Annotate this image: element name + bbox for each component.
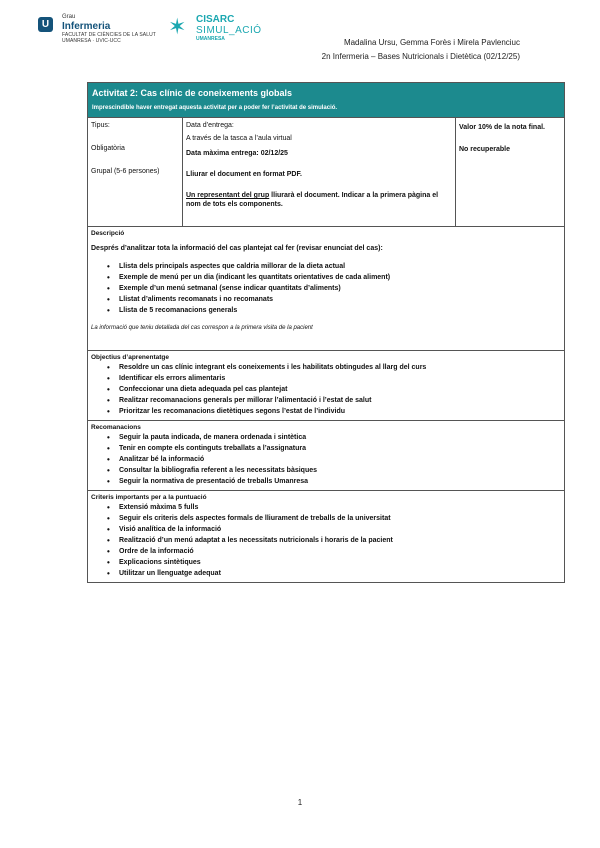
descripcio-note: La informació que teniu detallada del cas correspon a la primera visita de la pacient bbox=[91, 325, 313, 331]
tipus-cell bbox=[88, 118, 183, 226]
list-item: • Exemple de menú per un dia (indicant les quantitats orientatives de cada aliment) bbox=[91, 272, 561, 283]
list-item: • Consultar la bibliografia referent a les necessitats bàsiques bbox=[91, 465, 561, 476]
asterisk-icon: ✶ bbox=[168, 14, 187, 39]
page-number: 1 bbox=[297, 798, 303, 807]
course-info: 2n Infermeria – Bases Nutricionals i Dietètica (02/12/25) bbox=[321, 52, 520, 61]
page-header bbox=[0, 0, 600, 75]
recomanacions-list bbox=[91, 432, 561, 487]
data-tasca: A través de la tasca a l’aula virtual bbox=[186, 135, 292, 142]
authors: Madalina Ursu, Gemma Forès i Mirela Pavlenciuc bbox=[343, 38, 520, 47]
objectius-title: Objectius d’aprenentatge bbox=[91, 354, 170, 361]
details-row bbox=[88, 117, 564, 226]
list-item: • Utilitzar un llenguatge adequat bbox=[91, 568, 561, 579]
representant-underlined: Un representant del grup bbox=[186, 192, 270, 199]
descripcio-title: Descripció bbox=[91, 230, 125, 237]
logo-infermeria: Infermeria bbox=[62, 21, 111, 32]
data-format: Lliurar el document en format PDF. bbox=[186, 171, 302, 178]
descripcio-section bbox=[88, 226, 564, 350]
umanresa-u-icon: U bbox=[38, 17, 53, 32]
list-item: • Extensió màxima 5 fulls bbox=[91, 502, 561, 513]
data-entrega-cell bbox=[183, 118, 456, 226]
list-item: • Llista dels principals aspectes que caldria millorar de la dieta actual bbox=[91, 261, 561, 272]
valor-recuperable: No recuperable bbox=[459, 146, 510, 153]
logo-grau: Grau bbox=[62, 14, 76, 20]
logo-simulacio: SIMUL_ACIÓ bbox=[196, 25, 262, 36]
list-item: • Seguir la normativa de presentació de treballs Umanresa bbox=[91, 476, 561, 487]
list-item: • Seguir els criteris dels aspectes formals de lliurament de treballs de la universitat bbox=[91, 513, 561, 524]
list-item: • Confeccionar una dieta adequada pel cas plantejat bbox=[91, 384, 561, 395]
recomanacions-title: Recomanacions bbox=[91, 424, 141, 431]
activity-title-bar bbox=[88, 83, 564, 117]
list-item: • Llista de 5 recomanacions generals bbox=[91, 305, 561, 316]
list-item: • Identificar els errors alimentaris bbox=[91, 373, 561, 384]
list-item: • Realització d’un menú adaptat a les necessitats nutricionals i horaris de la pacient bbox=[91, 535, 561, 546]
list-item: • Tenir en compte els continguts treballats a l’assignatura bbox=[91, 443, 561, 454]
tipus-label: Tipus: bbox=[91, 122, 110, 129]
list-item: • Explicacions sintètiques bbox=[91, 557, 561, 568]
criteris-list bbox=[91, 502, 561, 579]
activity-title: Activitat 2: Cas clínic de coneixements globals bbox=[92, 88, 293, 98]
logo-cisarc-sub: UMANRESA bbox=[196, 36, 225, 42]
activity-table bbox=[87, 82, 565, 583]
list-item: • Ordre de la informació bbox=[91, 546, 561, 557]
list-item: • Llistat d’aliments recomanats i no recomanats bbox=[91, 294, 561, 305]
objectius-section bbox=[88, 350, 564, 420]
activity-subtitle: Imprescindible haver entregat aquesta activitat per a poder fer l’activitat de simulació. bbox=[92, 105, 338, 111]
logo-umanresa: UMANRESA · UVIC-UCC bbox=[62, 38, 121, 44]
logo-facultat: FACULTAT DE CIÈNCIES DE LA SALUT bbox=[62, 32, 156, 38]
list-item: • Realitzar recomanacions generals per millorar l’alimentació i l’estat de salut bbox=[91, 395, 561, 406]
list-item: • Visió analítica de la informació bbox=[91, 524, 561, 535]
list-item: • Seguir la pauta indicada, de manera ordenada i sintètica bbox=[91, 432, 561, 443]
tipus-obligatoria: Obligatòria bbox=[91, 145, 125, 152]
objectius-list bbox=[91, 362, 561, 417]
data-label: Data d’entrega: bbox=[186, 122, 234, 129]
list-item: • Analitzar bé la informació bbox=[91, 454, 561, 465]
valor-cell bbox=[456, 118, 564, 226]
descripcio-intro: Després d’analitzar tota la informació del cas plantejat cal fer (revisar enunciat del cas): bbox=[91, 245, 383, 252]
representant-rest: lliurarà el document. Indicar a la primera pàgina el nom de tots els components. bbox=[186, 192, 439, 208]
criteris-title: Criteris importants per a la puntuació bbox=[91, 494, 207, 501]
descripcio-list bbox=[91, 261, 561, 316]
criteris-section bbox=[88, 490, 564, 582]
list-item: • Prioritzar les recomanacions dietètiques segons l’estat de l’individu bbox=[91, 406, 561, 417]
recomanacions-section bbox=[88, 420, 564, 490]
valor-nota: Valor 10% de la nota final. bbox=[459, 124, 545, 131]
data-representant bbox=[186, 191, 452, 209]
data-maxima: Data màxima entrega: 02/12/25 bbox=[186, 150, 288, 157]
list-item: • Exemple d’un menú setmanal (sense indicar quantitats d’aliments) bbox=[91, 283, 561, 294]
logo-cisarc: CISARC bbox=[196, 14, 235, 25]
tipus-grupal: Grupal (5-6 persones) bbox=[91, 168, 160, 175]
list-item: • Resoldre un cas clínic integrant els coneixements i les habilitats obtingudes al llarg del curs bbox=[91, 362, 561, 373]
